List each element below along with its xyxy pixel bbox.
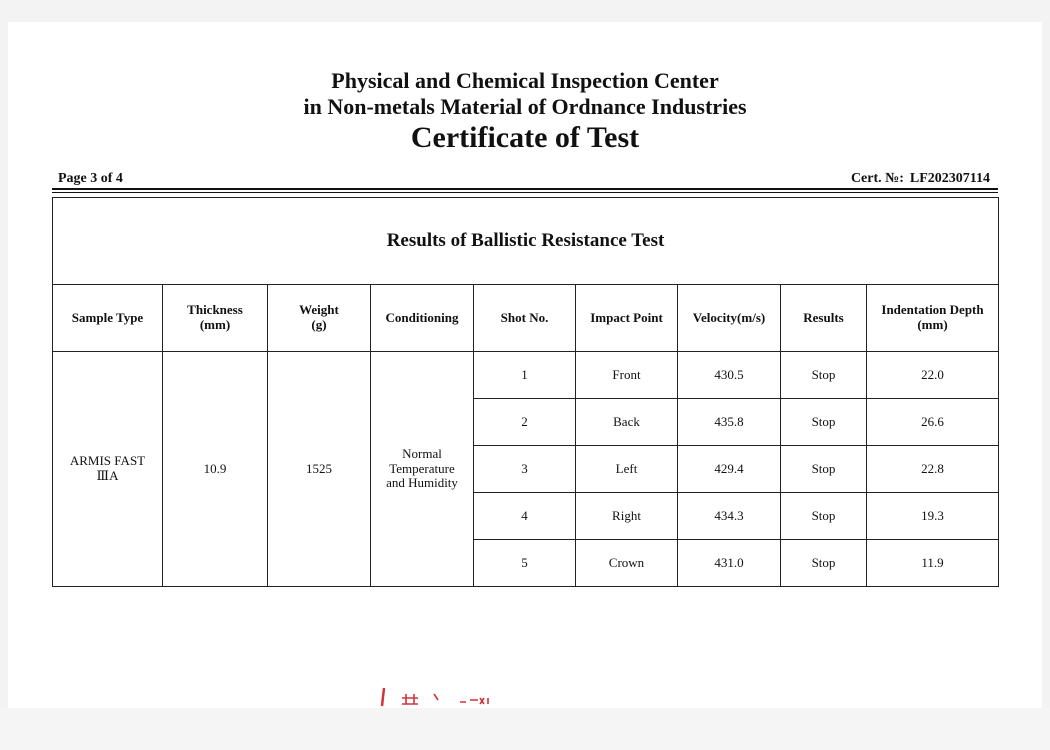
shot-no-cell: 5	[474, 540, 576, 587]
header-velocity: Velocity(m/s)	[678, 285, 781, 352]
header-results: Results	[781, 285, 867, 352]
weight-cell: 1525	[268, 352, 371, 587]
velocity-cell: 429.4	[678, 446, 781, 493]
impact-point-cell: Back	[576, 399, 678, 446]
header-weight	[268, 285, 371, 352]
sample-type-line-2: ⅢA	[96, 468, 119, 483]
velocity-cell: 434.3	[678, 493, 781, 540]
header-indentation-label: Indentation Depth	[881, 302, 984, 318]
table-header-row	[53, 285, 999, 352]
sample-type-cell	[53, 352, 163, 587]
indentation-depth-cell: 26.6	[867, 399, 999, 446]
velocity-cell: 430.5	[678, 352, 781, 399]
cert-number-value: LF202307114	[909, 171, 990, 186]
header-thickness-label: Thickness	[187, 302, 243, 318]
sample-type-line-1: ARMIS FAST	[69, 453, 146, 469]
header-conditioning: Conditioning	[371, 285, 474, 352]
indentation-depth-cell: 22.0	[867, 352, 999, 399]
results-table-container	[52, 197, 1002, 597]
header-weight-label: Weight	[299, 302, 339, 318]
result-cell: Stop	[781, 446, 867, 493]
velocity-cell: 431.0	[678, 540, 781, 587]
table-row	[53, 352, 999, 399]
shot-no-cell: 3	[474, 446, 576, 493]
result-cell: Stop	[781, 399, 867, 446]
cert-number-block	[851, 171, 990, 187]
header-rule-thick	[52, 188, 998, 190]
velocity-cell: 435.8	[678, 399, 781, 446]
conditioning-line-2: Temperature	[389, 460, 455, 476]
header-shot-no: Shot No.	[474, 285, 576, 352]
results-table	[52, 197, 999, 587]
result-cell: Stop	[781, 352, 867, 399]
header-indentation-depth	[867, 285, 999, 352]
result-cell: Stop	[781, 493, 867, 540]
impact-point-cell: Left	[576, 446, 678, 493]
cert-number-label: Cert. №:	[850, 171, 904, 186]
page-indicator: Page 3 of 4	[58, 171, 123, 186]
header-weight-unit: (g)	[311, 317, 327, 332]
impact-point-cell: Crown	[576, 540, 678, 587]
shot-no-cell: 4	[474, 493, 576, 540]
header-thickness-unit: (mm)	[199, 317, 231, 332]
indentation-depth-cell: 11.9	[867, 540, 999, 587]
header-impact-point: Impact Point	[576, 285, 678, 352]
org-name-line-2: in Non-metals Material of Ordnance Industries	[303, 94, 747, 119]
red-stamp-fragment	[380, 686, 530, 708]
thickness-cell: 10.9	[163, 352, 268, 587]
conditioning-line-1: Normal	[402, 445, 442, 461]
conditioning-line-3: and Humidity	[386, 475, 458, 491]
result-cell: Stop	[781, 540, 867, 587]
header-sample-type: Sample Type	[53, 285, 163, 352]
shot-no-cell: 2	[474, 399, 576, 446]
conditioning-cell	[371, 352, 474, 587]
header-thickness	[163, 285, 268, 352]
indentation-depth-cell: 19.3	[867, 493, 999, 540]
page-bottom-margin	[0, 708, 1050, 750]
org-name-line-1: Physical and Chemical Inspection Center	[331, 68, 719, 93]
header-indentation-unit: (mm)	[917, 317, 948, 332]
impact-point-cell: Right	[576, 493, 678, 540]
document-title: Certificate of Test	[410, 121, 640, 154]
shot-no-cell: 1	[474, 352, 576, 399]
indentation-depth-cell: 22.8	[867, 446, 999, 493]
header-rule-thin	[52, 192, 998, 193]
impact-point-cell: Front	[576, 352, 678, 399]
table-title: Results of Ballistic Resistance Test	[53, 198, 999, 285]
